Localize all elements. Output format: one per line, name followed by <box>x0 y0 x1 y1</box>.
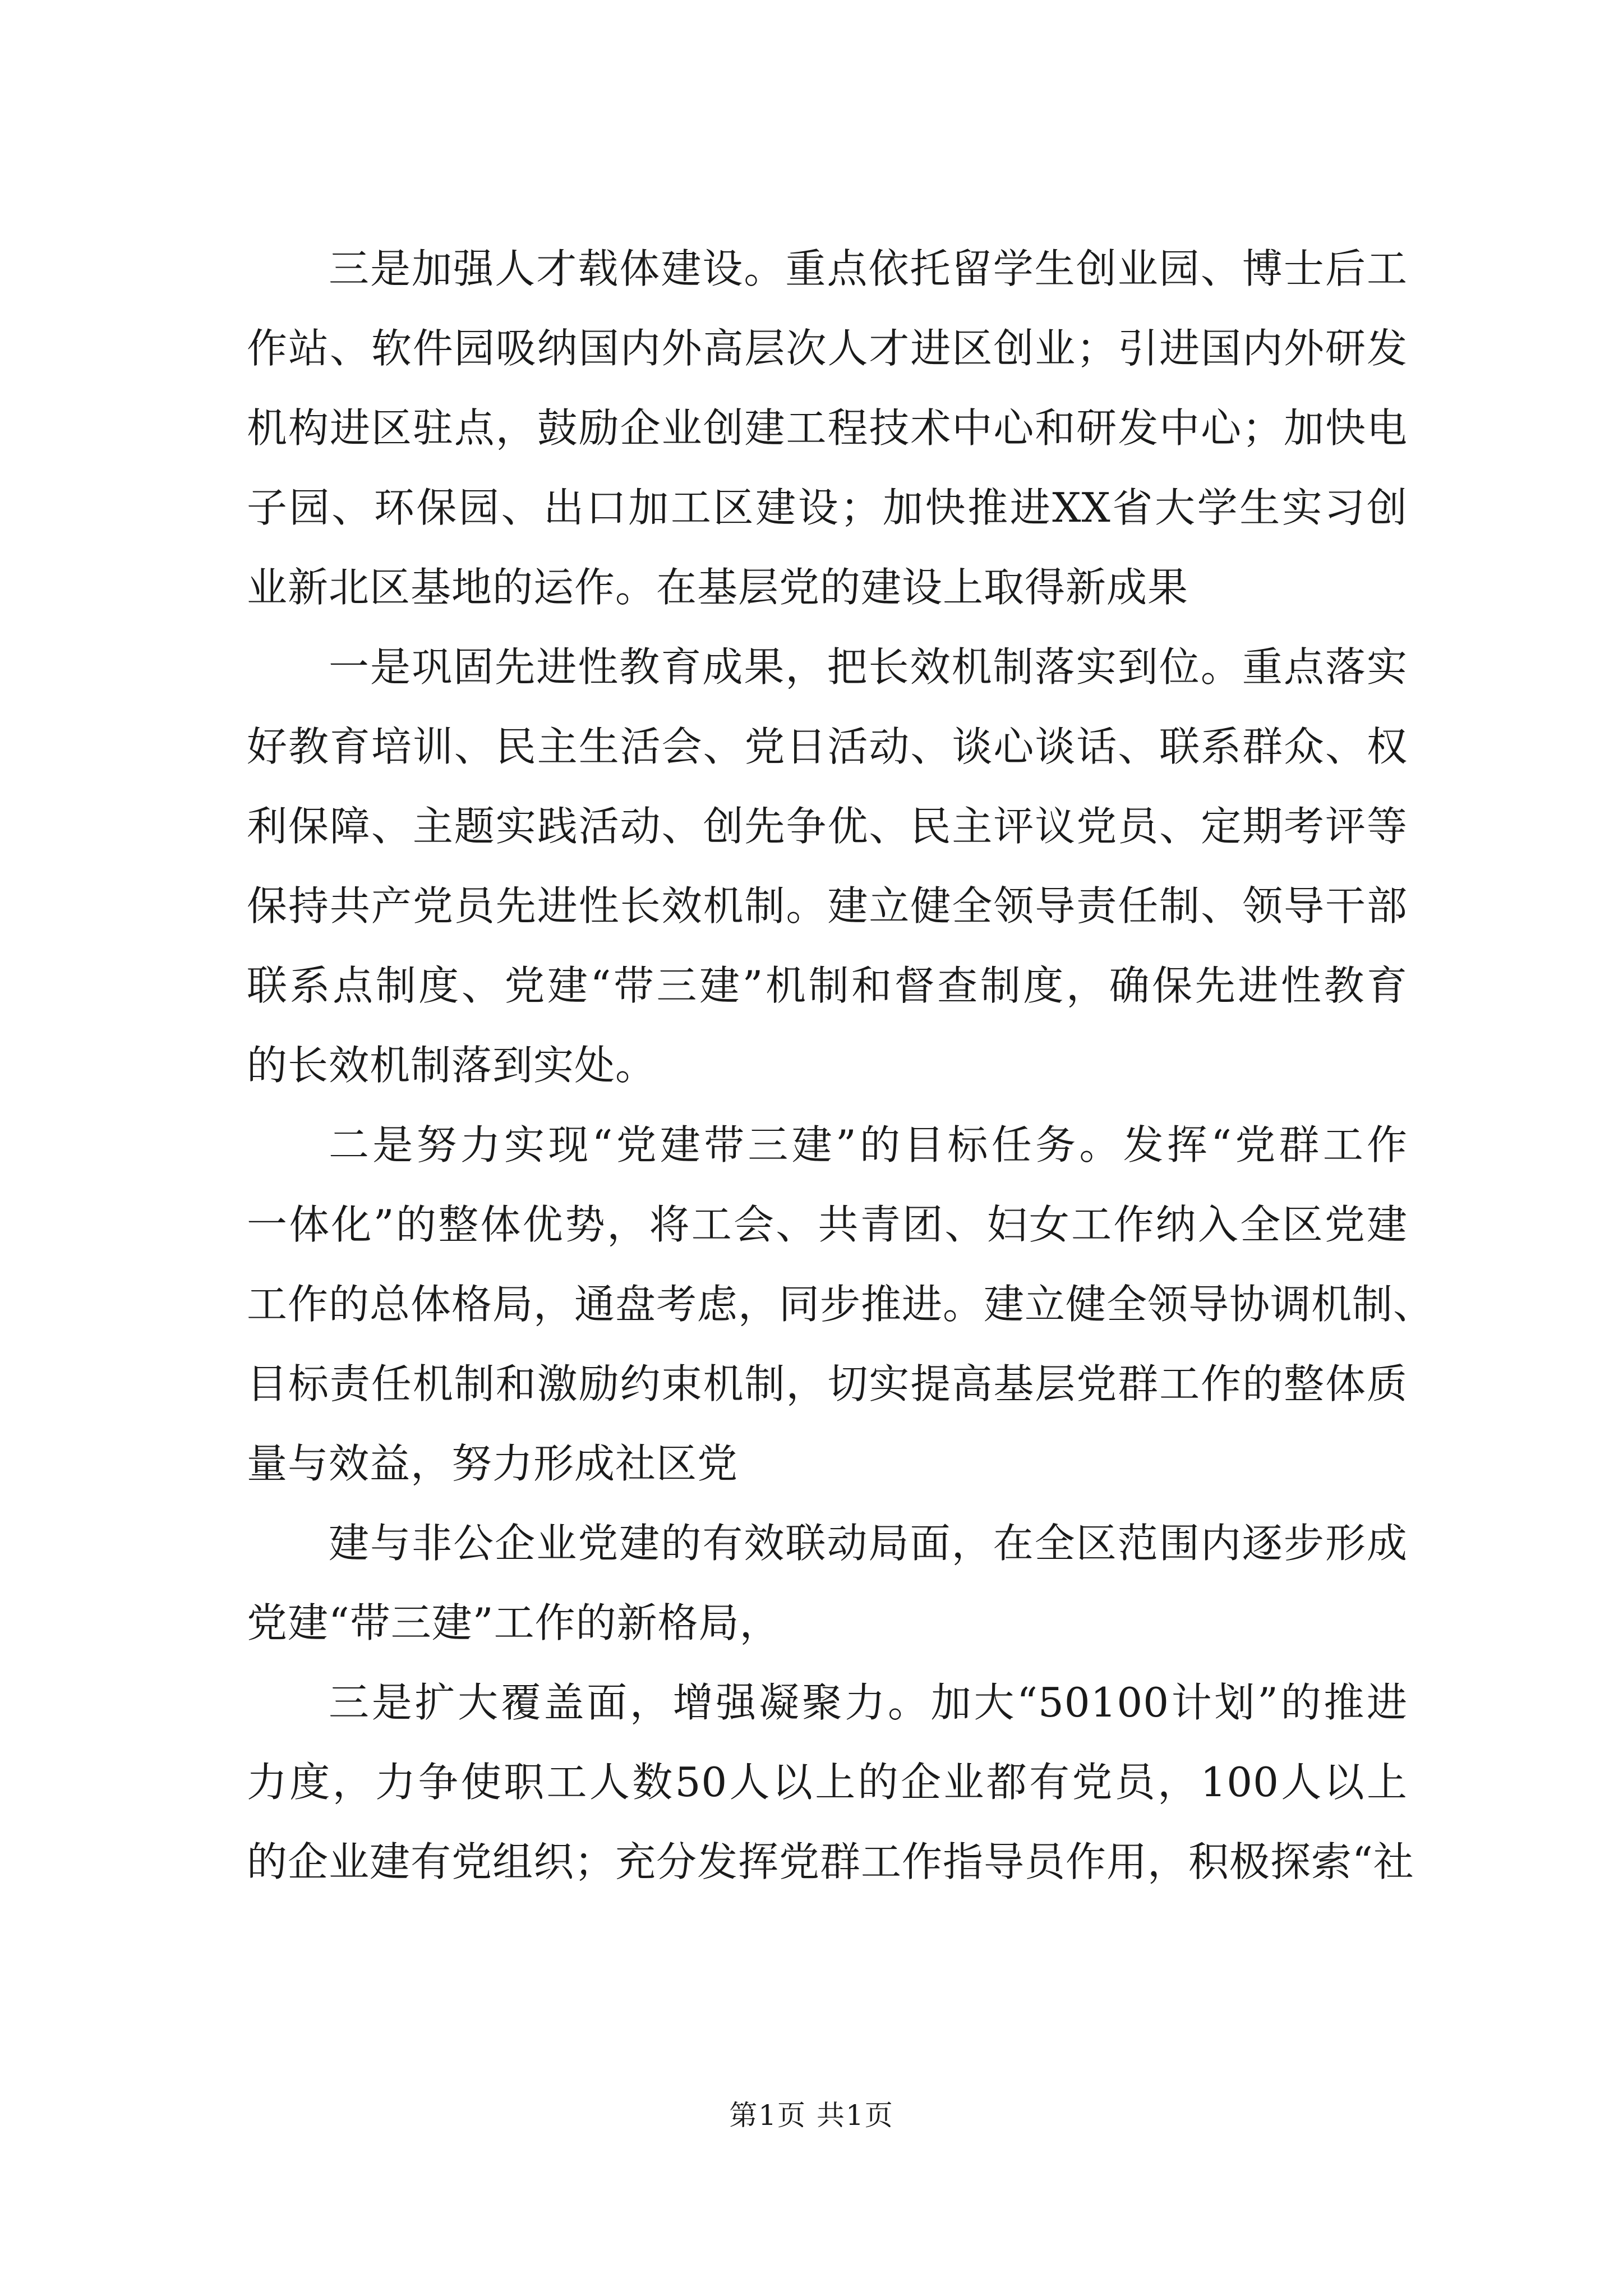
paragraph-line: 机构进区驻点，鼓励企业创建工程技术中心和研发中心；加快电 <box>247 404 1408 452</box>
paragraph-line: 三是扩大覆盖面，增强凝聚力。加大“50100计划”的推进 <box>329 1679 1408 1726</box>
paragraph-line: 量与效益，努力形成社区党 <box>247 1440 739 1487</box>
paragraph-line: 力度，力争使职工人数50人以上的企业都有党员，100人以上 <box>247 1759 1408 1806</box>
paragraph-line: 的企业建有党组织；充分发挥党群工作指导员作用，积极探索“社 <box>247 1838 1414 1885</box>
paragraph-line: 工作的总体格局，通盘考虑，同步推进。建立健全领导协调机制、 <box>247 1281 1435 1328</box>
paragraph-line: 建与非公企业党建的有效联动局面，在全区范围内逐步形成 <box>329 1520 1408 1567</box>
page-footer: 第1页 共1页 <box>729 2099 894 2132</box>
paragraph-line: 子园、环保园、出口加工区建设；加快推进XX省大学生实习创 <box>247 484 1408 531</box>
paragraph-line: 三是加强人才载体建设。重点依托留学生创业园、博士后工 <box>329 245 1408 292</box>
paragraph-line: 保持共产党员先进性长效机制。建立健全领导责任制、领导干部 <box>247 882 1408 930</box>
paragraph-line: 目标责任机制和激励约束机制，切实提高基层党群工作的整体质 <box>247 1360 1408 1407</box>
paragraph-line: 一体化”的整体优势，将工会、共青团、妇女工作纳入全区党建 <box>247 1201 1408 1248</box>
document-body <box>247 229 1435 1902</box>
paragraph-line: 业新北区基地的运作。在基层党的建设上取得新成果 <box>247 564 1189 611</box>
paragraph-line: 联系点制度、党建“带三建”机制和督查制度，确保先进性教育 <box>247 962 1408 1009</box>
paragraph-line: 党建“带三建”工作的新格局， <box>247 1599 781 1646</box>
paragraph-line: 一是巩固先进性教育成果，把长效机制落实到位。重点落实 <box>329 643 1408 691</box>
paragraph-line: 好教育培训、民主生活会、党日活动、谈心谈话、联系群众、权 <box>247 723 1408 770</box>
paragraph-line: 利保障、主题实践活动、创先争优、民主评议党员、定期考评等 <box>247 803 1408 850</box>
paragraph-line: 作站、软件园吸纳国内外高层次人才进区创业；引进国内外研发 <box>247 325 1408 372</box>
paragraph-line: 的长效机制落到实处。 <box>247 1042 657 1089</box>
paragraph-line: 二是努力实现“党建带三建”的目标任务。发挥“党群工作 <box>329 1121 1408 1168</box>
